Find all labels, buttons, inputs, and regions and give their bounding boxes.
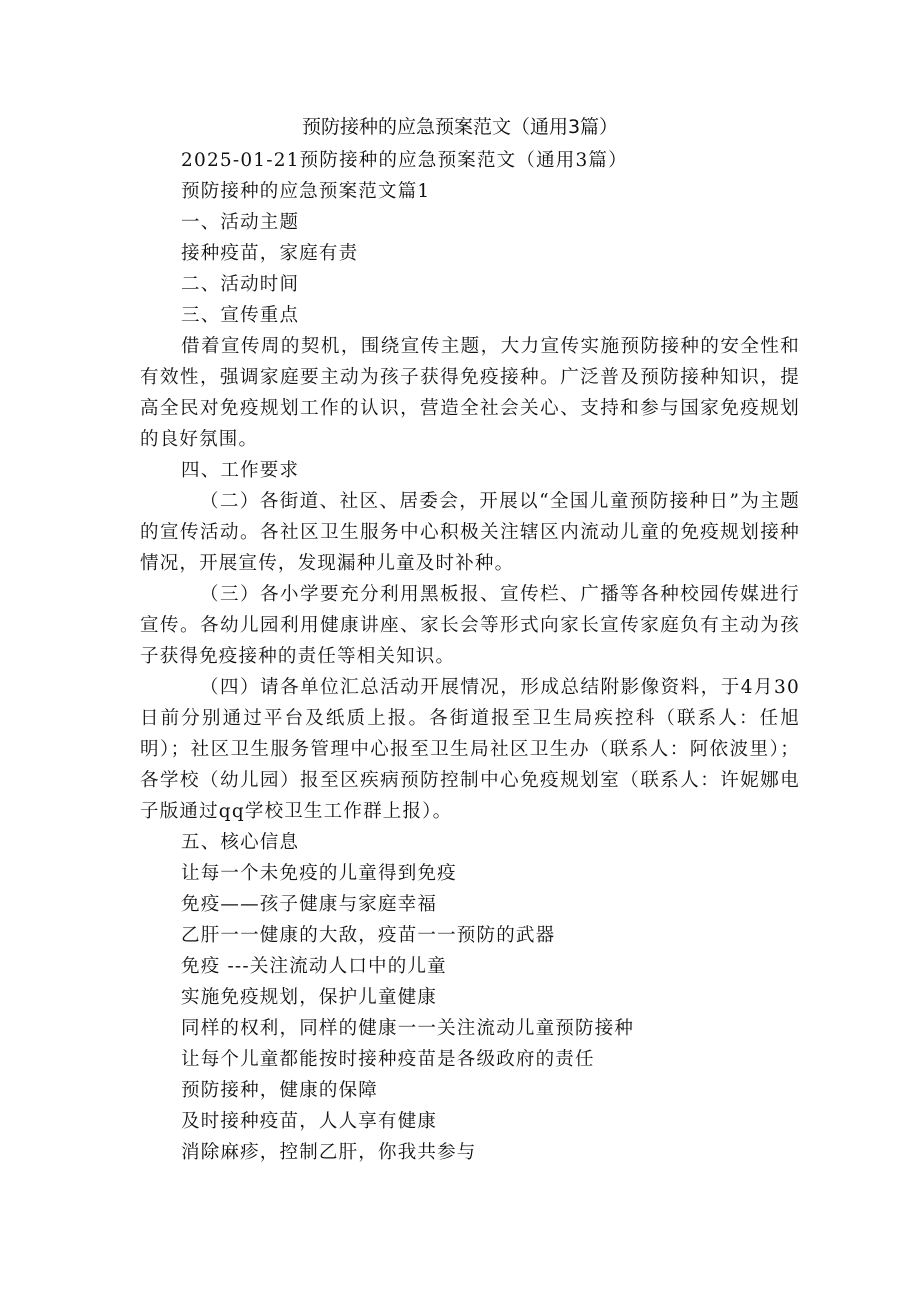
document-body	[140, 145, 800, 1168]
section-heading-time: 二、活动时间	[181, 274, 300, 295]
slogan-item: 预防接种，健康的保障	[181, 1080, 379, 1101]
slogan-item: 同样的权利，同样的健康一一关注流动儿童预防接种	[181, 1018, 635, 1039]
section-heading-theme: 一、活动主题	[181, 212, 300, 233]
requirement-item-4: （四）请各单位汇总活动开展情况，形成总结附影像资料，于4月30日前分别通过平台及纸质上报。各街道报至卫生局疾控科（联系人：任旭明）；社区卫生服务管理中心报至卫生局社区卫生办（联系人：阿依波里）；各学校（幼儿园）报至区疾病预防控制中心免疫规划室（联系人：许妮娜电子版通过qq学校卫生工作群上报）。	[140, 677, 800, 822]
focus-paragraph: 借着宣传周的契机，围绕宣传主题，大力宣传实施预防接种的安全性和有效性，强调家庭要主动为孩子获得免疫接种。广泛普及预防接种知识，提高全民对免疫规划工作的认识，营造全社会关心、支持和参与国家免疫规划的良好氛围。	[140, 336, 800, 450]
date-line: 2025-01-21预防接种的应急预案范文（通用3篇）	[181, 150, 628, 171]
requirement-item-2: （二）各街道、社区、居委会，开展以“全国儿童预防接种日”为主题的宣传活动。各社区卫生服务中心积极关注辖区内流动儿童的免疫规划接种情况，开展宣传，发现漏种儿童及时补种。	[140, 491, 800, 574]
article-title: 预防接种的应急预案范文篇1	[181, 181, 431, 202]
document-title: 预防接种的应急预案范文（通用3篇）	[301, 116, 619, 138]
slogan-item: 让每个儿童都能按时接种疫苗是各级政府的责任	[181, 1049, 595, 1070]
section-heading-requirements: 四、工作要求	[181, 460, 300, 481]
slogan-item: 消除麻疹，控制乙肝，你我共参与	[181, 1142, 477, 1163]
section-heading-core-info: 五、核心信息	[181, 832, 300, 853]
slogan-item: 乙肝一一健康的大敌，疫苗一一预防的武器	[181, 925, 556, 946]
slogan-item: 免疫——孩子健康与家庭幸福	[181, 894, 438, 915]
slogan-item: 免疫 ---关注流动人口中的儿童	[181, 956, 447, 977]
slogan-item: 实施免疫规划，保护儿童健康	[181, 987, 438, 1008]
section-heading-focus: 三、宣传重点	[181, 305, 300, 326]
slogan-item: 及时接种疫苗，人人享有健康	[181, 1111, 438, 1132]
theme-text: 接种疫苗，家庭有责	[181, 243, 359, 264]
slogan-item: 让每一个未免疫的儿童得到免疫	[181, 863, 457, 884]
requirement-item-3: （三）各小学要充分利用黑板报、宣传栏、广播等各种校园传媒进行宣传。各幼儿园利用健康讲座、家长会等形式向家长宣传家庭负有主动为孩子获得免疫接种的责任等相关知识。	[140, 584, 800, 667]
